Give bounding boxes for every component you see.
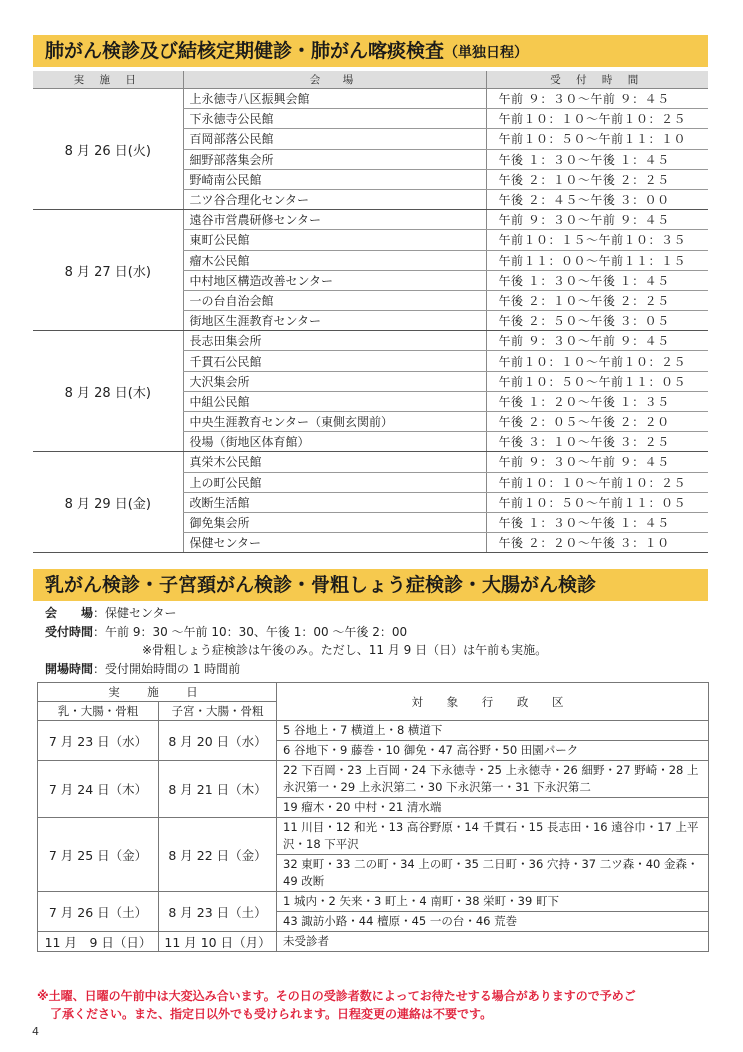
exam-date: 8 月 27 日(水) bbox=[33, 210, 183, 331]
target-districts: 5 谷地上・7 横道上・8 横道下 bbox=[277, 721, 709, 741]
table-row bbox=[38, 892, 709, 912]
table-row bbox=[38, 721, 709, 741]
venue-name: 街地区生涯教育センター bbox=[183, 311, 486, 331]
info-note: ※骨粗しょう症検診は午後のみ。ただし、11 月 9 日（日）は午前も実施。 bbox=[142, 643, 548, 657]
section1-title: 肺がん検診及び結核定期健診・肺がん喀痰検査 bbox=[45, 40, 445, 62]
venue-name: 百岡部落公民館 bbox=[183, 129, 486, 149]
section2-title-band bbox=[33, 569, 708, 601]
reception-time: 午前 ９：３０～午前 ９：４５ bbox=[486, 452, 708, 472]
exam-date: 8 月 29 日(金) bbox=[33, 452, 183, 553]
table-row bbox=[38, 761, 709, 798]
info-opening bbox=[45, 660, 547, 679]
venue-name: 一の台自治会館 bbox=[183, 290, 486, 310]
table-row bbox=[33, 210, 708, 230]
info-value: ：受付開始時間の 1 時間前 bbox=[93, 661, 241, 676]
venue-name: 長志田集会所 bbox=[183, 331, 486, 351]
header-area: 対 象 行 政 区 bbox=[277, 683, 709, 721]
reception-time: 午前１０：１０～午前１０：２５ bbox=[486, 472, 708, 492]
table-row bbox=[38, 818, 709, 855]
reception-time: 午後 １：３０～午後 １：４５ bbox=[486, 270, 708, 290]
schedule-body bbox=[33, 89, 708, 553]
date-breast: 7 月 25 日（金） bbox=[38, 818, 159, 892]
date-uterine: 8 月 21 日（木） bbox=[159, 761, 277, 818]
reception-time: 午後 １：３０～午後 １：４５ bbox=[486, 149, 708, 169]
reception-time: 午前１１：００～午前１１：１５ bbox=[486, 250, 708, 270]
target-districts: 1 城内・2 矢来・3 町上・4 南町・38 栄町・39 町下 bbox=[277, 892, 709, 912]
reception-time: 午前１０：１０～午前１０：２５ bbox=[486, 109, 708, 129]
table-row bbox=[33, 452, 708, 472]
header-date: 実 施 日 bbox=[33, 71, 183, 89]
venue-name: 千貫石公民館 bbox=[183, 351, 486, 371]
venue-name: 役場（街地区体育館） bbox=[183, 432, 486, 452]
date-uterine: 8 月 20 日（水） bbox=[159, 721, 277, 761]
date-breast: 7 月 24 日（木） bbox=[38, 761, 159, 818]
reception-time: 午後 １：３０～午後 １：４５ bbox=[486, 512, 708, 532]
reception-time: 午前 ９：３０～午前 ９：４５ bbox=[486, 331, 708, 351]
cancer-schedule-body bbox=[38, 721, 709, 952]
info-label: 開場時間 bbox=[45, 661, 94, 676]
reception-time: 午前１０：５０～午前１１：１０ bbox=[486, 129, 708, 149]
venue-name: 野崎南公民館 bbox=[183, 169, 486, 189]
venue-name: 中央生涯教育センター（東側玄関前） bbox=[183, 412, 486, 432]
exam-info bbox=[45, 604, 547, 678]
venue-name: 東町公民館 bbox=[183, 230, 486, 250]
venue-name: 改断生活館 bbox=[183, 492, 486, 512]
section1-subtitle: （単独日程） bbox=[444, 45, 529, 61]
date-breast: 11 月 9 日（日） bbox=[38, 932, 159, 952]
date-breast: 7 月 26 日（土） bbox=[38, 892, 159, 932]
venue-name: 中組公民館 bbox=[183, 391, 486, 411]
reception-time: 午後 １：２０～午後 １：３５ bbox=[486, 391, 708, 411]
venue-name: 上永徳寺八区振興会館 bbox=[183, 89, 486, 109]
reception-time: 午後 ２：１０～午後 ２：２５ bbox=[486, 290, 708, 310]
footnote bbox=[37, 987, 717, 1023]
reception-time: 午前１０：１０～午前１０：２５ bbox=[486, 351, 708, 371]
footnote-line-2: 了承ください。また、指定日以外でも受けられます。日程変更の連絡は不要です。 bbox=[50, 1007, 493, 1021]
target-districts: 未受診者 bbox=[277, 932, 709, 952]
reception-time: 午前１０：１５～午前１０：３５ bbox=[486, 230, 708, 250]
venue-name: 遠谷市営農研修センター bbox=[183, 210, 486, 230]
venue-name: 瘤木公民館 bbox=[183, 250, 486, 270]
table-row bbox=[33, 331, 708, 351]
info-reception bbox=[45, 623, 547, 642]
venue-name: 保健センター bbox=[183, 533, 486, 553]
section2-title: 乳がん検診・子宮頚がん検診・骨粗しょう症検診・大腸がん検診 bbox=[45, 574, 597, 596]
venue-name: 二ツ谷合理化センター bbox=[183, 189, 486, 209]
schedule-table-lung bbox=[33, 71, 708, 553]
reception-time: 午後 ２：１０～午後 ２：２５ bbox=[486, 169, 708, 189]
venue-name: 下永徳寺公民館 bbox=[183, 109, 486, 129]
target-districts: 32 東町・33 二の町・34 上の町・35 二日町・36 穴持・37 二ツ森・40 金森・49 改断 bbox=[277, 855, 709, 892]
reception-time: 午後 ２：４５～午後 ３：００ bbox=[486, 189, 708, 209]
venue-name: 細野部落集会所 bbox=[183, 149, 486, 169]
venue-name: 真栄木公民館 bbox=[183, 452, 486, 472]
date-breast: 7 月 23 日（水） bbox=[38, 721, 159, 761]
header-time: 受 付 時 間 bbox=[486, 71, 708, 89]
info-label: 受付時間 bbox=[45, 624, 94, 639]
info-value: ：保健センター bbox=[93, 606, 177, 620]
table-header-row bbox=[33, 71, 708, 89]
date-uterine: 8 月 22 日（金） bbox=[159, 818, 277, 892]
target-districts: 6 谷地下・9 藤巻・10 御免・47 高谷野・50 田園パーク bbox=[277, 741, 709, 761]
header-venue: 会 場 bbox=[183, 71, 486, 89]
reception-time: 午後 ２：０５～午後 ２：２０ bbox=[486, 412, 708, 432]
reception-time: 午前 ９：３０～午前 ９：４５ bbox=[486, 89, 708, 109]
venue-name: 御免集会所 bbox=[183, 512, 486, 532]
target-districts: 11 川目・12 和光・13 高谷野原・14 千貫石・15 長志田・16 遠谷巾・17 上平沢・18 下平沢 bbox=[277, 818, 709, 855]
footnote-line-1: ※土曜、日曜の午前中は大変込み合います。その日の受診者数によってお待たせする場合がありますので予めご bbox=[37, 989, 636, 1003]
reception-time: 午後 ２：２０～午後 ３：１０ bbox=[486, 533, 708, 553]
target-districts: 19 瘤木・20 中村・21 清水端 bbox=[277, 798, 709, 818]
table-row bbox=[38, 932, 709, 952]
venue-name: 上の町公民館 bbox=[183, 472, 486, 492]
exam-date: 8 月 28 日(木) bbox=[33, 331, 183, 452]
reception-time: 午後 ３：１０～午後 ３：２５ bbox=[486, 432, 708, 452]
header-date: 実 施 日 bbox=[38, 683, 277, 702]
page-number: 4 bbox=[32, 1025, 39, 1038]
reception-time: 午後 ２：５０～午後 ３：０５ bbox=[486, 311, 708, 331]
target-districts: 22 下百岡・23 上百岡・24 下永徳寺・25 上永徳寺・26 細野・27 野崎・28 上永沢第一・29 上永沢第二・30 下永沢第一・31 下永沢第二 bbox=[277, 761, 709, 798]
exam-date: 8 月 26 日(火) bbox=[33, 89, 183, 210]
reception-time: 午前１０：５０～午前１１：０５ bbox=[486, 492, 708, 512]
info-value: ：午前 9：30 ～午前 10：30、午後 1：00 ～午後 2：00 bbox=[93, 624, 408, 639]
date-uterine: 8 月 23 日（土） bbox=[159, 892, 277, 932]
section1-title-band bbox=[33, 35, 708, 67]
info-venue bbox=[45, 604, 547, 623]
reception-time: 午前 ９：３０～午前 ９：４５ bbox=[486, 210, 708, 230]
table-row bbox=[33, 89, 708, 109]
info-label: 会 場 bbox=[45, 606, 94, 620]
header-col2: 子宮・大腸・骨粗 bbox=[159, 702, 277, 721]
date-uterine: 11 月 10 日（月） bbox=[159, 932, 277, 952]
target-districts: 43 諏訪小路・44 檀原・45 一の台・46 荒巻 bbox=[277, 912, 709, 932]
venue-name: 大沢集会所 bbox=[183, 371, 486, 391]
reception-time: 午前１０：５０～午前１１：０５ bbox=[486, 371, 708, 391]
schedule-table-cancer bbox=[37, 682, 709, 952]
venue-name: 中村地区構造改善センター bbox=[183, 270, 486, 290]
header-col1: 乳・大腸・骨粗 bbox=[38, 702, 159, 721]
